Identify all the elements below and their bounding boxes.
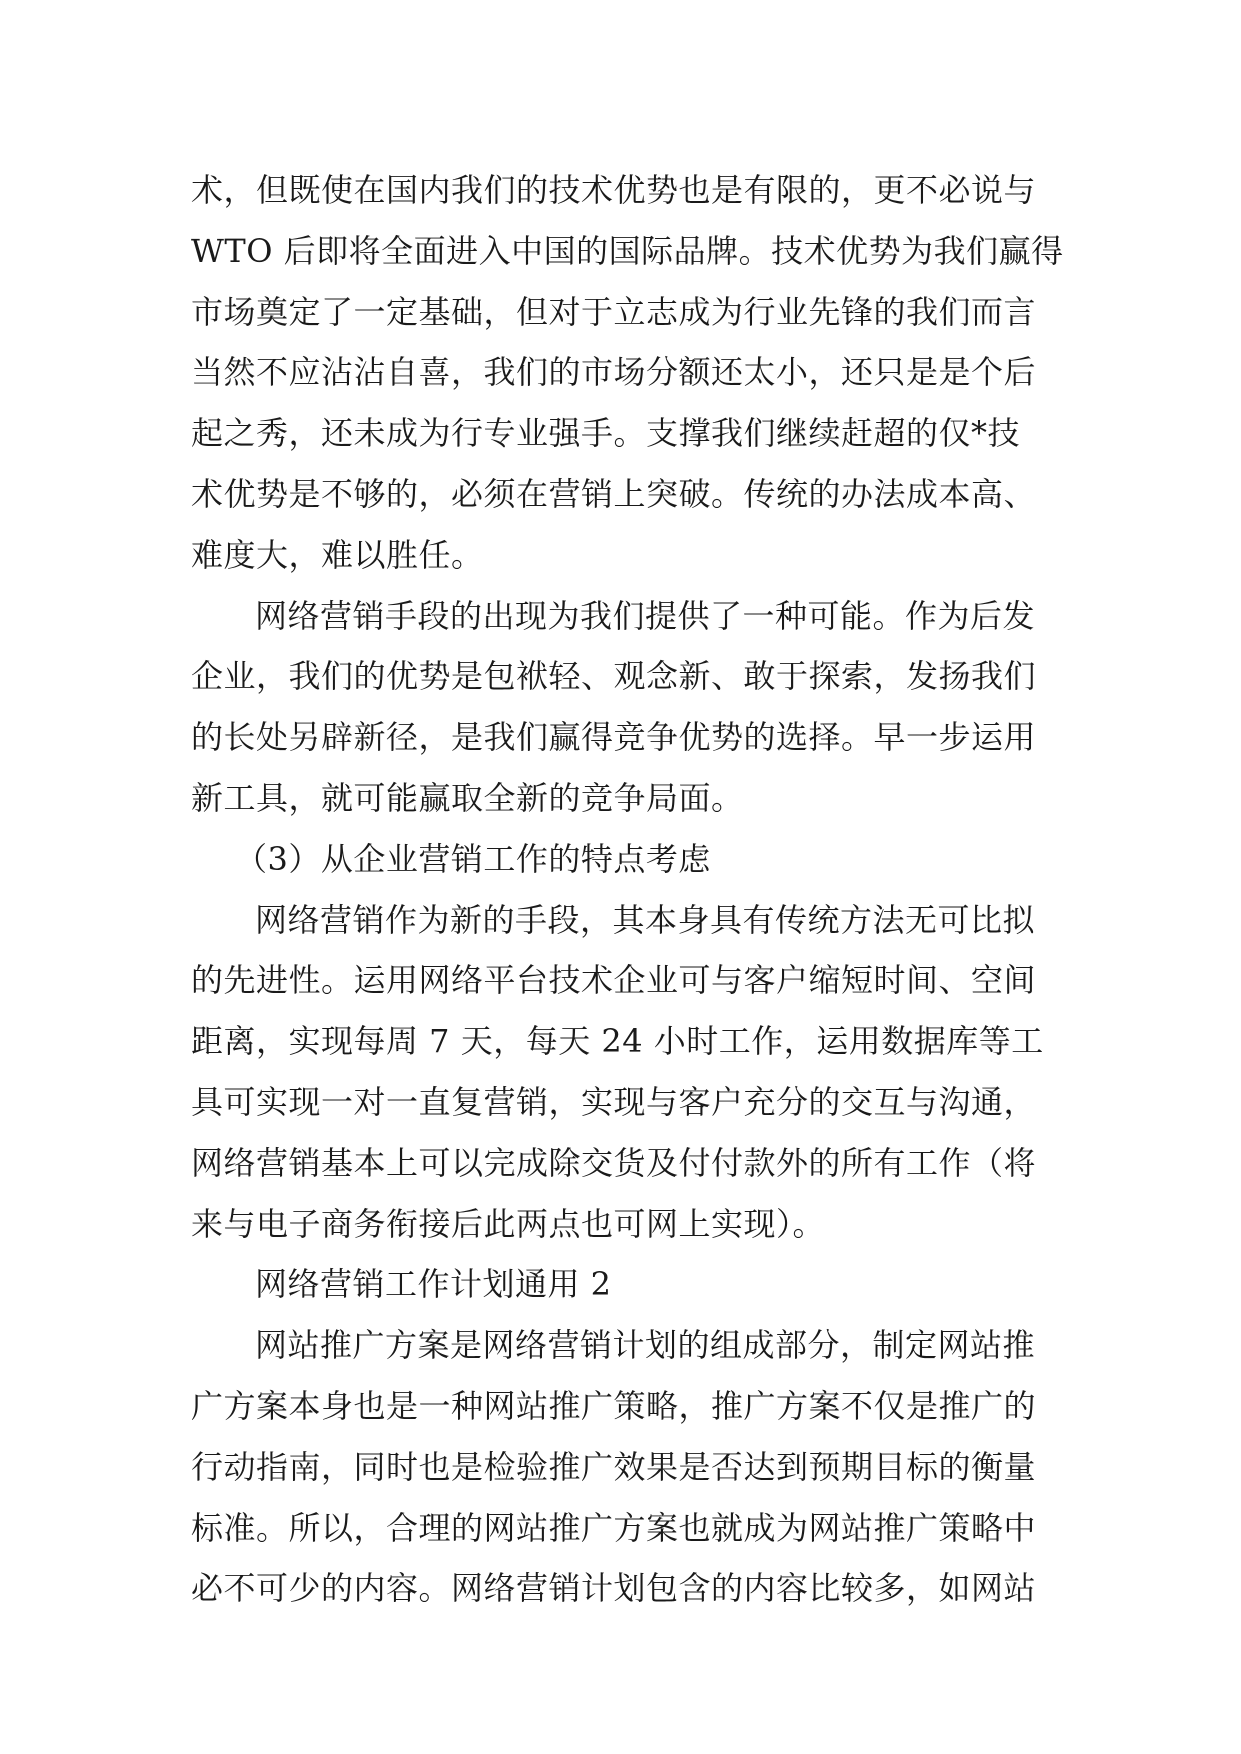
text-line: 来与电子商务衔接后此两点也可网上实现）。: [191, 1204, 826, 1243]
text-line: 企业，我们的优势是包袱轻、观念新、敢于探索，发扬我们: [191, 657, 1037, 696]
text-line: 难度大，难以胜任。: [191, 535, 484, 574]
text-line: 的先进性。运用网络平台技术企业可与客户缩短时间、空间: [191, 961, 1037, 1000]
paragraph-start-line: 网络营销作为新的手段，其本身具有传统方法无可比拟: [255, 900, 1036, 939]
text-line: 术优势是不够的，必须在营销上突破。传统的办法成本高、: [191, 474, 1037, 513]
text-line: 距离，实现每周 7 天，每天 24 小时工作，运用数据库等工: [191, 1022, 1044, 1061]
text-line: 的长处另辟新径，是我们赢得竞争优势的选择。早一步运用: [191, 718, 1037, 757]
text-line: 新工具，就可能赢取全新的竞争局面。: [191, 778, 744, 817]
section-heading: （3）从企业营销工作的特点考虑: [235, 839, 711, 878]
text-line: 市场奠定了一定基础，但对于立志成为行业先锋的我们而言: [191, 292, 1037, 331]
text-line: 必不可少的内容。网络营销计划包含的内容比较多，如网站: [191, 1569, 1037, 1608]
text-line: 起之秀，还未成为行专业强手。支撑我们继续赶超的仅*技: [191, 414, 1021, 453]
paragraph-start-line: 网络营销手段的出现为我们提供了一种可能。作为后发: [255, 596, 1036, 635]
paragraph-start-line: 网站推广方案是网络营销计划的组成部分，制定网站推: [255, 1326, 1036, 1365]
text-line: 当然不应沾沾自喜，我们的市场分额还太小，还只是是个后: [191, 353, 1037, 392]
section-title: 网络营销工作计划通用 2: [255, 1265, 612, 1304]
text-line: 行动指南，同时也是检验推广效果是否达到预期目标的衡量: [191, 1447, 1037, 1486]
text-line: 网络营销基本上可以完成除交货及付付款外的所有工作（将: [191, 1143, 1037, 1182]
text-line: 术，但既使在国内我们的技术优势也是有限的，更不必说与: [191, 171, 1037, 209]
text-line: 具可实现一对一直复营销，实现与客户充分的交互与沟通，: [191, 1082, 1037, 1121]
text-line: WTO 后即将全面进入中国的国际品牌。技术优势为我们赢得: [191, 231, 1064, 270]
document-body: [191, 160, 1071, 1619]
text-line: 广方案本身也是一种网站推广策略，推广方案不仅是推广的: [191, 1386, 1037, 1425]
text-line: 标准。所以，合理的网站推广方案也就成为网站推广策略中: [191, 1508, 1037, 1547]
